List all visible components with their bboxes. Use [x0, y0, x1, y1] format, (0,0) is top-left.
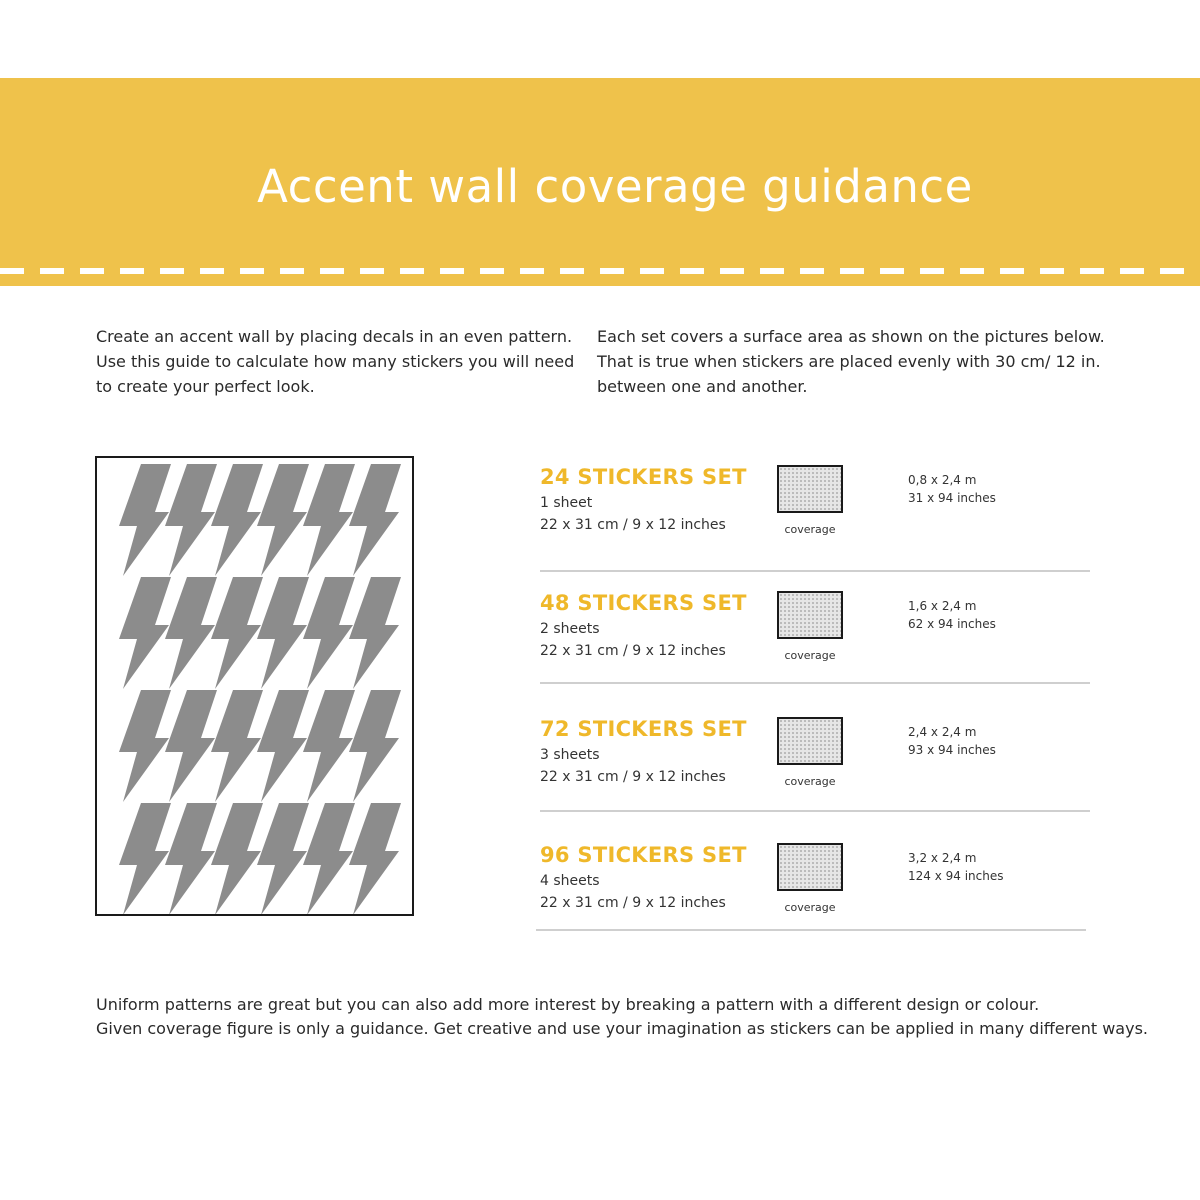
lightning-bolt-icon	[303, 464, 355, 576]
lightning-bolt-icon	[119, 577, 171, 689]
coverage-metric: 2,4 x 2,4 m	[908, 725, 977, 739]
lightning-bolt-icon	[165, 464, 217, 576]
lightning-bolt-icon	[257, 803, 309, 914]
coverage-swatch	[777, 717, 843, 765]
lightning-bolt-icon	[119, 803, 171, 914]
coverage-metric: 1,6 x 2,4 m	[908, 599, 977, 613]
coverage-label: coverage	[784, 901, 836, 914]
intro-left-line: to create your perfect look.	[96, 377, 315, 396]
set-divider	[540, 570, 1090, 572]
lightning-bolt-icon	[211, 577, 263, 689]
footer-line: Given coverage figure is only a guidance. Get creative and use your imagination as stickers can be applied in many different ways.	[96, 1019, 1148, 1038]
sticker-sheet-preview	[95, 456, 414, 916]
coverage-imperial: 31 x 94 inches	[908, 491, 996, 505]
lightning-bolt-icon	[211, 690, 263, 802]
lightning-bolt-icon	[165, 803, 217, 914]
set-divider	[540, 682, 1090, 684]
header-banner	[0, 78, 1200, 286]
set-96	[540, 843, 1092, 961]
coverage-swatch	[777, 591, 843, 639]
lightning-bolt-icon	[349, 577, 401, 689]
coverage-label: coverage	[784, 649, 836, 662]
set-sheets-count: 4 sheets	[540, 873, 600, 889]
intro-left-text	[96, 324, 576, 399]
lightning-bolt-icon	[119, 464, 171, 576]
set-sheet-size: 22 x 31 cm / 9 x 12 inches	[540, 895, 726, 911]
intro-right-line: Each set covers a surface area as shown on the pictures below.	[597, 327, 1105, 346]
set-title: 24 STICKERS SET	[540, 465, 747, 489]
lightning-bolt-icon	[303, 690, 355, 802]
lightning-bolt-icon	[211, 464, 263, 576]
intro-left-line: Use this guide to calculate how many stickers you will need	[96, 352, 575, 371]
set-sheets-count: 1 sheet	[540, 495, 593, 511]
lightning-bolt-icon	[349, 464, 401, 576]
page-title: Accent wall coverage guidance	[257, 160, 973, 213]
intro-right-line: between one and another.	[597, 377, 808, 396]
dashed-stitch-divider	[0, 268, 1200, 274]
set-sheet-size: 22 x 31 cm / 9 x 12 inches	[540, 643, 726, 659]
lightning-bolt-icon	[257, 577, 309, 689]
lightning-bolt-icon	[349, 690, 401, 802]
set-sheets-count: 3 sheets	[540, 747, 600, 763]
footer-notes	[96, 993, 1176, 1041]
set-title: 48 STICKERS SET	[540, 591, 747, 615]
intro-left-line: Create an accent wall by placing decals in an even pattern.	[96, 327, 573, 346]
coverage-label: coverage	[784, 775, 836, 788]
set-divider	[536, 929, 1086, 931]
lightning-bolt-icon	[303, 577, 355, 689]
coverage-imperial: 124 x 94 inches	[908, 869, 1004, 883]
lightning-bolt-grid	[97, 458, 412, 914]
coverage-metric: 3,2 x 2,4 m	[908, 851, 977, 865]
coverage-metric: 0,8 x 2,4 m	[908, 473, 977, 487]
lightning-bolt-icon	[257, 464, 309, 576]
footer-line: Uniform patterns are great but you can also add more interest by breaking a pattern with a different design or colour.	[96, 995, 1040, 1014]
lightning-bolt-icon	[165, 690, 217, 802]
intro-right-text	[597, 324, 1117, 399]
coverage-swatch	[777, 465, 843, 513]
lightning-bolt-icon	[119, 690, 171, 802]
set-24	[540, 465, 1092, 583]
set-sheet-size: 22 x 31 cm / 9 x 12 inches	[540, 517, 726, 533]
set-sheet-size: 22 x 31 cm / 9 x 12 inches	[540, 769, 726, 785]
lightning-bolt-icon	[211, 803, 263, 914]
set-72	[540, 717, 1092, 835]
lightning-bolt-icon	[165, 577, 217, 689]
coverage-swatch	[777, 843, 843, 891]
set-sheets-count: 2 sheets	[540, 621, 600, 637]
lightning-bolt-icon	[257, 690, 309, 802]
intro-right-line: That is true when stickers are placed evenly with 30 cm/ 12 in.	[597, 352, 1101, 371]
coverage-imperial: 93 x 94 inches	[908, 743, 996, 757]
set-divider	[540, 810, 1090, 812]
set-title: 72 STICKERS SET	[540, 717, 747, 741]
lightning-bolt-icon	[303, 803, 355, 914]
set-title: 96 STICKERS SET	[540, 843, 747, 867]
set-48	[540, 591, 1092, 709]
coverage-imperial: 62 x 94 inches	[908, 617, 996, 631]
coverage-label: coverage	[784, 523, 836, 536]
lightning-bolt-icon	[349, 803, 401, 914]
